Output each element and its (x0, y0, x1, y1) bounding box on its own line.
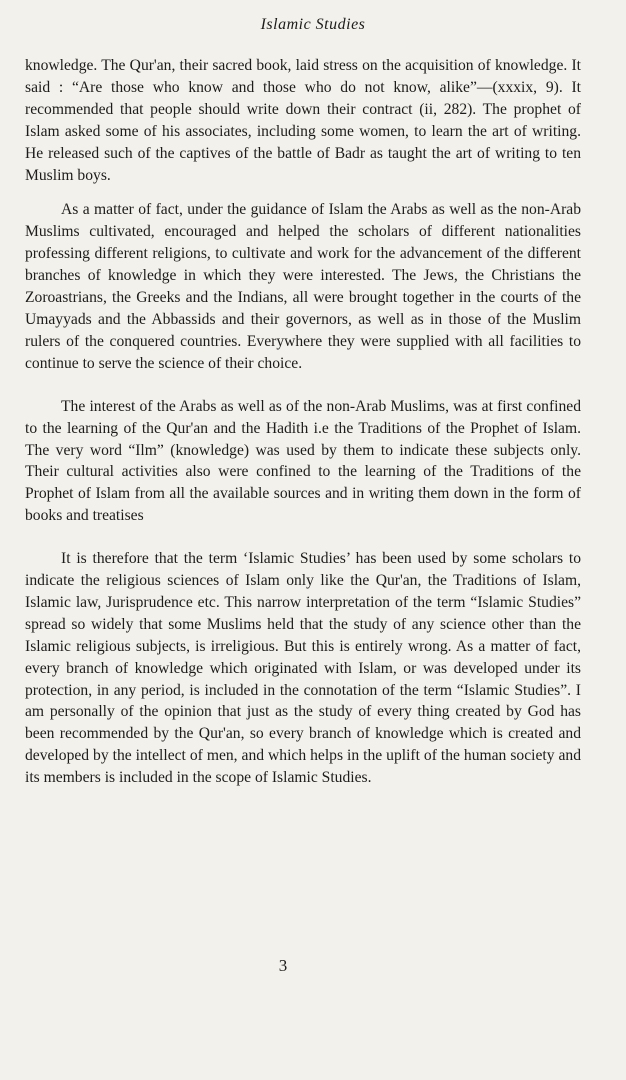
paragraph-1: knowledge. The Qur'an, their sacred book, laid stress on the acquisition of knowledge. It said : “Are those who know and those who do not know, alike”—(xxxix, 9). It recommended that people should write down their contract (ii, 282). The prophet of Islam asked some of his associates, including some women, to learn the art of writing. He released such of the captives of the battle of Badr as taught the art of writing to ten Muslim boys. (25, 57, 581, 184)
paragraph-3: The interest of the Arabs as well as of the non-Arab Muslims, was at first confined to the learning of the Qur'an and the Hadith i.e the Traditions of the Prophet of Islam. The very word “Ilm” (knowledge) was used by them to indicate these subjects only. Their cultural activities also were confined to the learning of the Traditions of the Prophet of Islam from all the available sources and in writing them down in the form of books and treatises (25, 397, 581, 525)
paragraph-4: It is therefore that the term ‘Islamic Studies’ has been used by some scholars to indicate the religious sciences of Islam only like the Qur'an, the Traditions of Islam, Islamic law, Jurisprudence etc. This narrow interpretation of the term “Islamic Studies” spread so widely that some Muslims held that the study of any science other than the Islamic religious subjects, is irreligious. But this is entirely wrong. As a matter of fact, every branch of knowledge which originated with Islam, or was developed under its protection, in any period, is included in the connotation of the term “Islamic Studies”. I am personally of the opinion that just as the study of every thing created by God has been recommended by the Qur'an, so every branch of knowledge which is created and developed by the intellect of men, and which helps in the uplift of the human society and its members is included in the scope of Islamic Studies. (25, 550, 581, 787)
page-number: 3 (278, 956, 288, 975)
body-text (25, 55, 581, 810)
running-head-title: Islamic Studies (260, 16, 366, 33)
paragraph-2: As a matter of fact, under the guidance of Islam the Arabs as well as the non-Arab Muslims cultivated, encouraged and helped the scholars of different nationalities professing different religions, to cultivate and work for the advancement of the different branches of knowledge in which they were interested. The Jews, the Christians the Zoroastrians, the Greeks and the Indians, all were brought together in the courts of the Umayyads and the Abbassids and their governors, as well as in those of the Muslim rulers of the conquered countries. Everywhere they were supplied with all facilities to continue to serve the science of their choice. (25, 201, 581, 372)
